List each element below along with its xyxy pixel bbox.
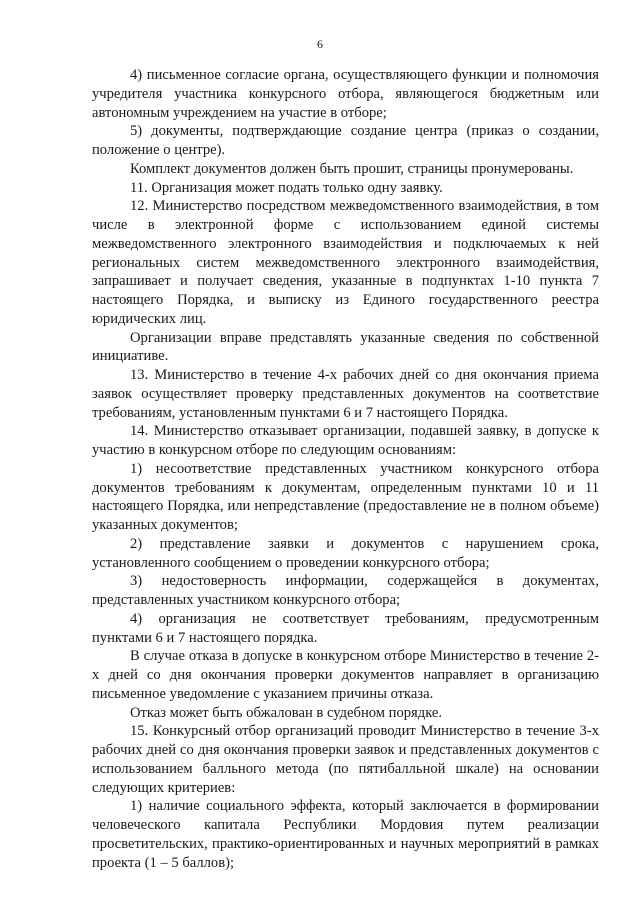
paragraph-refusal-ground-3: 3) недостоверность информации, содержащейся в документах, представленных участником конкурсного отбора; — [92, 573, 599, 608]
paragraph-item-12: 12. Министерство посредством межведомственного взаимодействия, в том числе в электронной форме с использованием единой системы межведомственного электронного взаимодействия и подключаемых к ней региональных систем межведомственного электронного взаимодействия, запрашивает и получает сведения, указанные в подпунктах 1-10 пункта 7 настоящего Порядка, и выписку из Единого государственного реестра юридических лиц. — [92, 198, 599, 327]
paragraph-refusal-ground-1: 1) несоответствие представленных участником конкурсного отбора документов требованиям к документам, определенным пунктами 10 и 11 настоящего Порядка, или непредставление (предоставление не в полном объеме) указанных документов; — [92, 460, 599, 533]
paragraph-consent: 4) письменное согласие органа, осуществляющего функции и полномочия учредителя участника конкурсного отбора, являющегося бюджетным или автономным учреждением на участие в отборе; — [92, 67, 599, 121]
paragraph-refusal-ground-4: 4) организация не соответствует требованиям, предусмотренным пунктами 6 и 7 настоящего порядка. — [92, 610, 599, 646]
paragraph-binding-requirement: Комплект документов должен быть прошит, страницы пронумерованы. — [130, 160, 574, 177]
paragraph-own-initiative: Организации вправе представлять указанные сведения по собственной инициативе. — [92, 329, 599, 365]
document-body — [92, 66, 599, 872]
paragraph-item-15: 15. Конкурсный отбор организаций проводит Министерство в течение 3-х рабочих дней со дня окончания проверки заявок и представленных документов с использованием балльного метода (по пятибалльной шкале) на основании следующих критериев: — [92, 723, 599, 796]
paragraph-refusal-ground-2: 2) представление заявки и документов с нарушением срока, установленного сообщением о проведении конкурсного отбора; — [92, 535, 599, 571]
paragraph-refusal-notice: В случае отказа в допуске в конкурсном отборе Министерство в течение 2-х дней со дня окончания проверки документов направляет в организацию письменное уведомление с указанием причины отказа. — [92, 648, 599, 702]
paragraph-criterion-1: 1) наличие социального эффекта, который заключается в формировании человеческого капитала Республики Мордовия путем реализации просветительских, практико-ориентированных и научных мероприятий в рамках проекта (1 – 5 баллов); — [92, 798, 599, 871]
paragraph-center-documents: 5) документы, подтверждающие создание центра (приказ о создании, положение о центре). — [92, 123, 599, 158]
page-number: 6 — [317, 37, 323, 51]
paragraph-item-11: 11. Организация может подать только одну заявку. — [130, 179, 443, 196]
paragraph-item-13: 13. Министерство в течение 4-х рабочих дней со дня окончания приема заявок осуществляет проверку представленных документов на соответствие требованиям, установленным пунктами 6 и 7 настоящего Порядка. — [92, 367, 599, 421]
paragraph-item-14: 14. Министерство отказывает организации, подавшей заявку, в допуске к участию в конкурсном отборе по следующим основаниям: — [92, 423, 599, 458]
paragraph-appeal: Отказ может быть обжалован в судебном порядке. — [130, 704, 443, 721]
